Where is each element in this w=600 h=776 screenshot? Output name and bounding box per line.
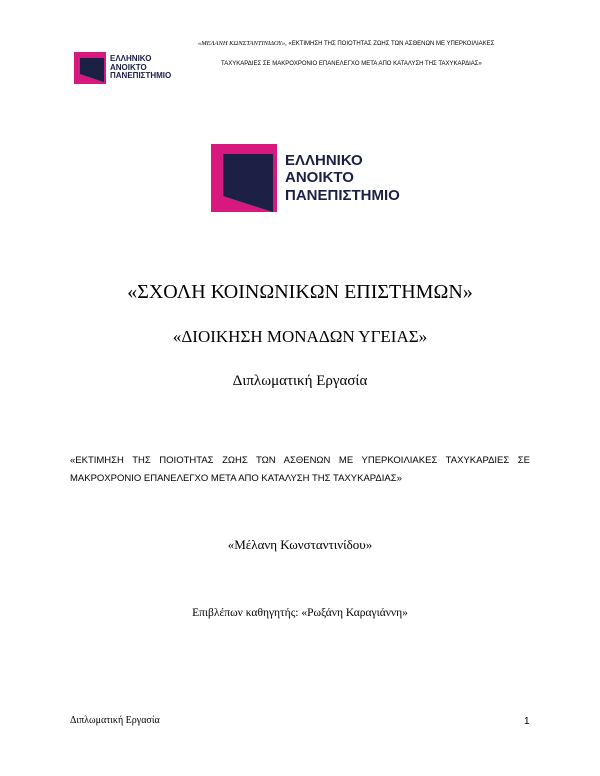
document-type: Διπλωματική Εργασία — [232, 373, 368, 389]
logo-large-line2: ΑΝΟΙΚΤΟ — [285, 169, 354, 187]
program-title: «ΔΙΟΙΚΗΣΗ ΜΟΝΑΔΩΝ ΥΓΕΙΑΣ» — [172, 327, 428, 346]
logo-large-line3: ΠΑΝΕΠΙΣΤΗΜΙΟ — [285, 186, 400, 204]
author-name: «Μέλανη Κωνσταντινίδου» — [227, 537, 373, 552]
thesis-title: «ΕΚΤΙΜΗΣΗ ΤΗΣ ΠΟΙΟΤΗΤΑΣ ΖΩΗΣ ΤΩΝ ΑΣΘΕΝΩΝ ΜΕ ΥΠΕΡΚΟΙΛΙΑΚΕΣ ΤΑΧΥΚΑΡΔΙΕΣ ΣΕ ΜΑΚΡΟΧΡΟΝΙΟ ΕΠΑΝΕΛΕΓΧΟ ΜΕΤΑ ΑΠΟ ΚΑΤΑΛΥΣΗ ΤΗΣ ΤΑΧΥΚΑΡΔΙΑΣ» — [70, 455, 530, 484]
header-title-text: «ΕΚΤΙΜΗΣΗ ΤΗΣ ΠΟΙΟΤΗΤΑΣ ΖΩΗΣ ΤΩΝ ΑΣΘΕΝΩΝ ΜΕ ΥΠΕΡΚΟΙΛΙΑΚΕΣ — [288, 41, 495, 47]
logo-line1: ΕΛΛΗΝΙΚΟ — [110, 54, 152, 64]
supervisor: Επιβλέπων καθηγητής: «Ρωξάνη Καραγιάννη» — [192, 607, 408, 619]
header-logo — [74, 52, 171, 84]
header-title-line1 — [198, 40, 494, 47]
header-title-line2: ΤΑΧΥΚΑΡΔΙΕΣ ΣΕ ΜΑΚΡΟΧΡΟΝΙΟ ΕΠΑΝΕΛΕΓΧΟ ΜΕΤΑ ΑΠΟ ΚΑΤΑΛΥΣΗ ΤΗΣ ΤΑΧΥΚΑΡΔΙΑΣ» — [221, 61, 482, 67]
header-author: «ΜΕΛΑΝΗ ΚΩΝΣΤΑΝΤΙΝΙΔΟΥ», — [198, 40, 287, 47]
footer-label: Διπλωματική Εργασία — [70, 715, 160, 726]
cover-logo — [211, 144, 400, 212]
university-logo-icon — [74, 52, 106, 84]
page-number: 1 — [524, 716, 530, 727]
university-logo-large-icon — [211, 144, 277, 212]
logo-large-line1: ΕΛΛΗΝΙΚΟ — [285, 152, 363, 170]
logo-line2: ΑΝΟΙΚΤΟ — [110, 62, 147, 72]
logo-line3: ΠΑΝΕΠΙΣΤΗΜΙΟ — [110, 71, 172, 81]
school-title: «ΣΧΟΛΗ ΚΟΙΝΩΝΙΚΩΝ ΕΠΙΣΤΗΜΩΝ» — [127, 281, 473, 303]
